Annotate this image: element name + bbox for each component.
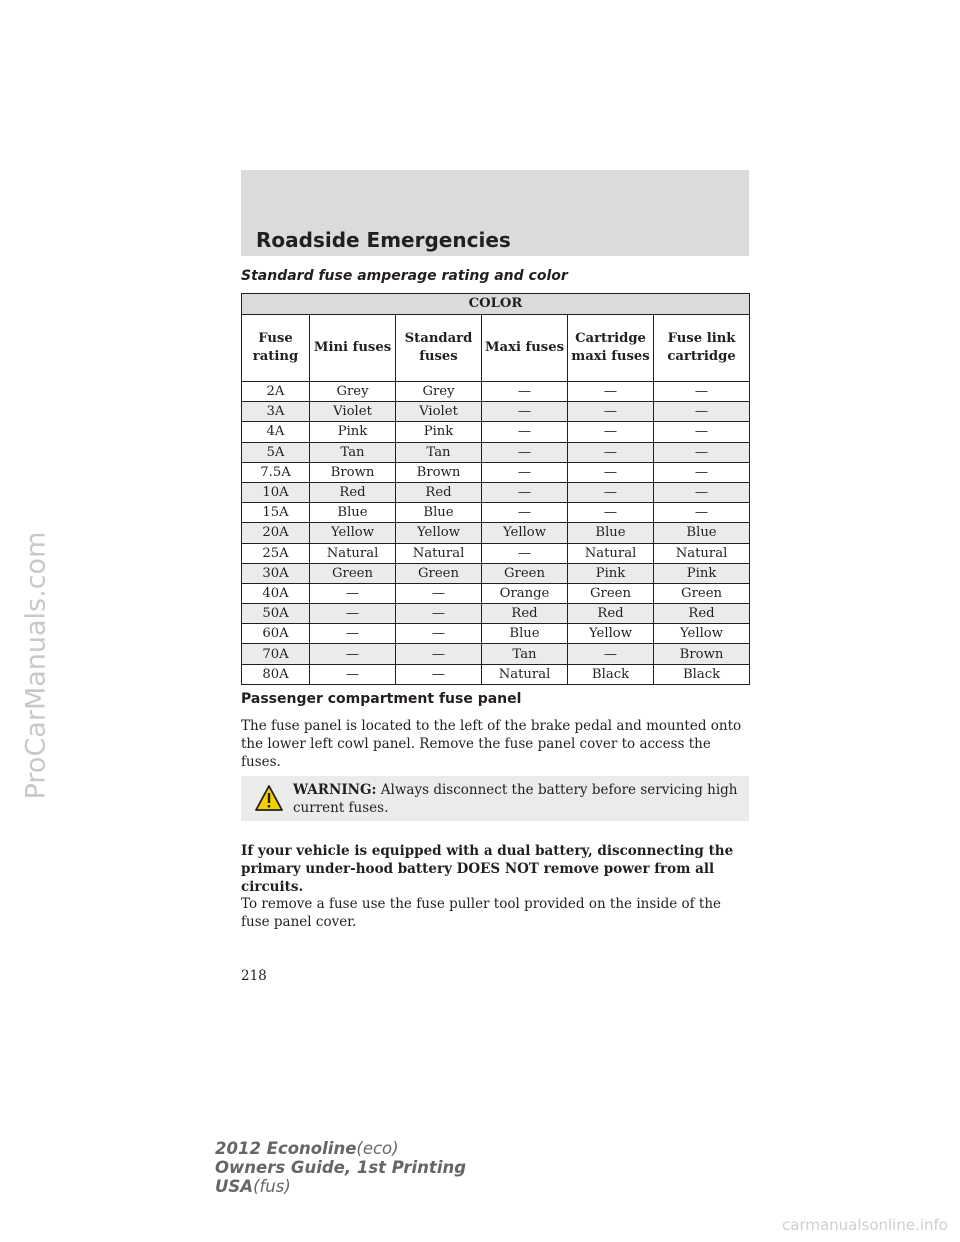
section-title: Roadside Emergencies xyxy=(256,228,511,252)
fuse-color-cell: — xyxy=(396,644,482,664)
fuse-rating-cell: 5A xyxy=(242,442,310,462)
fuse-color-cell: Red xyxy=(482,604,568,624)
table-row xyxy=(242,543,750,563)
fuse-color-cell: — xyxy=(568,644,654,664)
fuse-color-cell: Pink xyxy=(654,563,750,583)
fuse-color-cell: — xyxy=(568,442,654,462)
fuse-color-cell: Red xyxy=(310,482,396,502)
table-row xyxy=(242,402,750,422)
column-header: Mini fuses xyxy=(310,315,396,382)
fuse-color-cell: Natural xyxy=(310,543,396,563)
dual-battery-notice: If your vehicle is equipped with a dual battery, disconnecting the primary under-hood battery DOES NOT remove power from all circuits. xyxy=(241,843,734,895)
fuse-color-cell: Natural xyxy=(654,543,750,563)
fuse-color-cell: Brown xyxy=(654,644,750,664)
fuse-color-cell: Grey xyxy=(310,382,396,402)
fuse-color-cell: Red xyxy=(396,482,482,502)
fuse-color-cell: Blue xyxy=(310,503,396,523)
fuse-color-cell: — xyxy=(310,604,396,624)
warning-label: WARNING: xyxy=(293,782,377,798)
fuse-color-cell: Black xyxy=(568,664,654,684)
fuse-color-cell: — xyxy=(654,462,750,482)
fuse-rating-cell: 25A xyxy=(242,543,310,563)
fuse-color-cell: — xyxy=(654,503,750,523)
fuse-color-cell: Black xyxy=(654,664,750,684)
fuse-rating-cell: 20A xyxy=(242,523,310,543)
fuse-rating-cell: 15A xyxy=(242,503,310,523)
warning-triangle-icon xyxy=(254,784,284,812)
fuse-rating-cell: 80A xyxy=(242,664,310,684)
fuse-color-cell: Pink xyxy=(568,563,654,583)
footer-market: USA xyxy=(215,1177,254,1196)
fuse-color-cell: Tan xyxy=(482,644,568,664)
fuse-color-cell: Green xyxy=(568,583,654,603)
fuse-rating-cell: 4A xyxy=(242,422,310,442)
column-header: Fuse link cartridge xyxy=(654,315,750,382)
column-header: Maxi fuses xyxy=(482,315,568,382)
fuse-color-table xyxy=(241,293,750,685)
fuse-color-cell: Pink xyxy=(310,422,396,442)
fuse-color-cell: — xyxy=(310,664,396,684)
fuse-color-cell: — xyxy=(482,462,568,482)
fuse-color-cell: Natural xyxy=(482,664,568,684)
fuse-color-cell: Yellow xyxy=(310,523,396,543)
table-row xyxy=(242,563,750,583)
fuse-color-cell: Pink xyxy=(396,422,482,442)
fuse-color-cell: Blue xyxy=(396,503,482,523)
warning-message: Always disconnect the battery before servicing high current fuses. xyxy=(293,782,738,816)
fuse-color-cell: — xyxy=(568,503,654,523)
table-row xyxy=(242,604,750,624)
fuse-color-cell: Brown xyxy=(396,462,482,482)
fuse-rating-cell: 40A xyxy=(242,583,310,603)
table-heading: Standard fuse amperage rating and color xyxy=(241,268,568,284)
footer-market-code: (fus) xyxy=(253,1177,291,1196)
fuse-color-cell: Green xyxy=(654,583,750,603)
table-row xyxy=(242,664,750,684)
fuse-color-cell: Violet xyxy=(310,402,396,422)
footer xyxy=(215,1139,466,1196)
fuse-color-cell: — xyxy=(396,604,482,624)
fuse-color-cell: — xyxy=(482,503,568,523)
fuse-color-cell: Green xyxy=(396,563,482,583)
column-header: Fuse rating xyxy=(242,315,310,382)
fuse-color-cell: — xyxy=(482,543,568,563)
table-row xyxy=(242,482,750,502)
fuse-color-cell: Yellow xyxy=(654,624,750,644)
fuse-color-cell: — xyxy=(310,644,396,664)
footer-printing: Owners Guide, 1st Printing xyxy=(215,1158,467,1177)
fuse-color-cell: Natural xyxy=(396,543,482,563)
fuse-color-cell: — xyxy=(654,482,750,502)
fuse-rating-cell: 30A xyxy=(242,563,310,583)
table-row xyxy=(242,583,750,603)
fuse-color-cell: Yellow xyxy=(482,523,568,543)
footer-model-code: (eco) xyxy=(356,1139,399,1158)
fuse-color-cell: — xyxy=(482,442,568,462)
fuse-color-cell: Brown xyxy=(310,462,396,482)
table-row xyxy=(242,523,750,543)
section-header xyxy=(241,170,749,256)
page-number: 218 xyxy=(241,968,267,984)
fuse-color-cell: — xyxy=(654,402,750,422)
fuse-color-cell: Green xyxy=(310,563,396,583)
fuse-color-cell: — xyxy=(568,462,654,482)
fuse-color-cell: — xyxy=(568,402,654,422)
fuse-rating-cell: 2A xyxy=(242,382,310,402)
fuse-color-cell: Grey xyxy=(396,382,482,402)
table-row xyxy=(242,462,750,482)
fuse-color-cell: Tan xyxy=(310,442,396,462)
fuse-color-cell: — xyxy=(654,382,750,402)
fuse-rating-cell: 60A xyxy=(242,624,310,644)
fuse-rating-cell: 70A xyxy=(242,644,310,664)
fuse-color-cell: — xyxy=(396,583,482,603)
fuse-color-cell: — xyxy=(568,422,654,442)
fuse-color-cell: — xyxy=(396,664,482,684)
column-header: Standard fuses xyxy=(396,315,482,382)
fuse-color-cell: Natural xyxy=(568,543,654,563)
passenger-fuse-panel-heading: Passenger compartment fuse panel xyxy=(241,691,522,707)
fuse-color-cell: Yellow xyxy=(568,624,654,644)
fuse-rating-cell: 7.5A xyxy=(242,462,310,482)
fuse-color-cell: — xyxy=(482,422,568,442)
table-row xyxy=(242,503,750,523)
fuse-color-cell: — xyxy=(482,482,568,502)
fuse-color-cell: — xyxy=(310,583,396,603)
fuse-color-cell: — xyxy=(568,382,654,402)
fuse-color-cell: Orange xyxy=(482,583,568,603)
fuse-color-cell: — xyxy=(654,422,750,442)
fuse-color-cell: — xyxy=(654,442,750,462)
fuse-color-cell: Blue xyxy=(482,624,568,644)
table-row xyxy=(242,442,750,462)
fuse-color-cell: Blue xyxy=(568,523,654,543)
fuse-rating-cell: 3A xyxy=(242,402,310,422)
fuse-color-cell: Red xyxy=(654,604,750,624)
table-row xyxy=(242,382,750,402)
fuse-color-cell: Red xyxy=(568,604,654,624)
bottom-watermark: carmanualsonline.info xyxy=(782,1216,948,1234)
warning-text xyxy=(293,781,739,817)
fuse-color-cell: Violet xyxy=(396,402,482,422)
fuse-color-cell: — xyxy=(568,482,654,502)
fuse-rating-cell: 50A xyxy=(242,604,310,624)
fuse-rating-cell: 10A xyxy=(242,482,310,502)
fuse-removal-text: To remove a fuse use the fuse puller tool provided on the inside of the fuse panel cover. xyxy=(241,896,722,930)
fuse-color-cell: — xyxy=(482,382,568,402)
fuse-color-cell: Green xyxy=(482,563,568,583)
table-row xyxy=(242,644,750,664)
fuse-color-cell: Blue xyxy=(654,523,750,543)
table-row xyxy=(242,624,750,644)
fuse-color-cell: Yellow xyxy=(396,523,482,543)
column-header: Cartridge maxi fuses xyxy=(568,315,654,382)
fuse-color-cell: — xyxy=(310,624,396,644)
warning-box xyxy=(241,776,749,821)
fuse-color-cell: — xyxy=(482,402,568,422)
side-watermark: ProCarManuals.com xyxy=(20,531,52,799)
fuse-panel-location-text: The fuse panel is located to the left of the brake pedal and mounted onto the lower left cowl panel. Remove the fuse panel cover to access the fuses. xyxy=(241,718,742,770)
table-row xyxy=(242,422,750,442)
fuse-color-cell: — xyxy=(396,624,482,644)
color-group-header: COLOR xyxy=(242,294,750,315)
fuse-color-cell: Tan xyxy=(396,442,482,462)
footer-model: 2012 Econoline xyxy=(215,1139,357,1158)
